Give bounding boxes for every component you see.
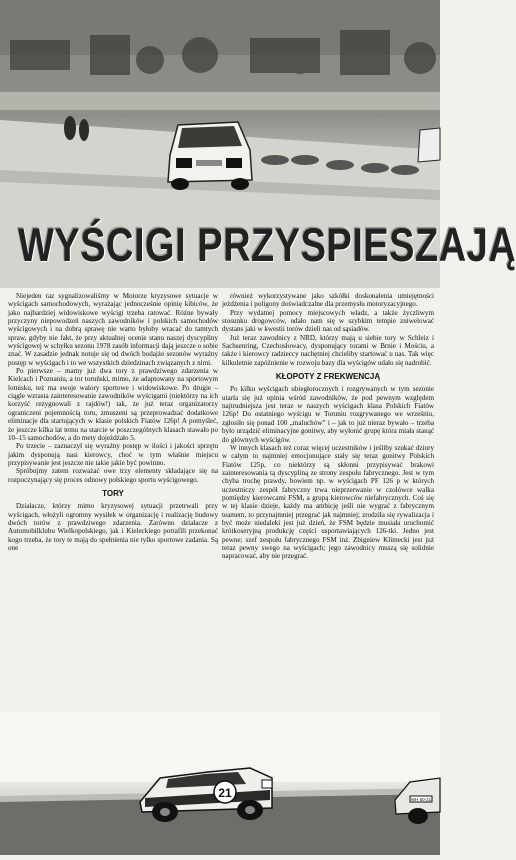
car-number-label: 21 <box>218 786 232 800</box>
article-column-left <box>8 292 218 714</box>
race-car-photo-bottom <box>0 712 440 855</box>
article-column-right <box>222 292 434 712</box>
paragraph: Spróbujmy zatem rozważać owe trzy elementy składające się na rozpoczynający się proces odnowy polskiego sportu wyścigowego. <box>8 467 218 484</box>
race-photo-top <box>0 0 516 288</box>
paragraph: Przy wydatnej pomocy miejscowych władz, a także życzliwym stosunku drogowców, udało nam się w szybkim tempie zniwelować dystans jaki w kwestii torów dzieli nas od sąsiadów. <box>222 308 434 334</box>
paragraph: Po pierwsze – mamy już dwa tory z prawdziwego zdarzenia w Kielcach i Poznaniu, a tor toruński, mimo, że adaptowany na sportowym lotnisku, też ma swoje walory sportowe i widowiskowe. Po drugie – ciągle wzrasta zainteresowanie zawodników wyścigami (niektórzy na ich korzyść rezygnowali z rajdów!) tak, że już teraz organizatorzy ograniczeni pojemnością toru, zmuszeni są przeprowadzać dodatkowe eliminacje dla startujących w klasie polskich Fiatów 126p! A pomyśleć, że jeszcze kilka lat temu na starcie w poszczególnych klasach stawało po 10–15 samochodów, a do mety dojeżdżało 5. <box>8 367 218 442</box>
article-headline: WYŚCIGI PRZYSPIESZAJĄ <box>18 219 516 272</box>
race-photo-bottom <box>0 712 440 855</box>
section-heading-frekwencja: KŁOPOTY Z FREKWENCJĄ <box>275 372 381 382</box>
section-heading-tory: TORY <box>102 488 124 498</box>
paragraph: Po trzecie – zaznaczył się wyraźny postęp w ilości i jakości sprzętu jakim dysponują nasi kierowcy, choć w tym właśnie miejscu przypisywanie jest jeszcze nie takie jakie być powinno. <box>8 442 218 467</box>
paragraph: również wykorzystywane jako szkółki doskonalenia umiejętności jeżdżenia i poligony doświadczalne dla przemysłu motoryzacyjnego. <box>222 292 434 309</box>
paragraph: Już teraz zawodnicy z NRD, którzy mają u siebie tory w Schleiz i Sachsenring, Czechosłowacy, dysponujący torami w Brnie i Mościu, a także i kierowcy radzieccy nachętniej chcieliby startować u nas. Tak więc kilkuletnie zapóźnienie w rozwoju bazy dla wyścigów udało się nadrobić. <box>222 333 434 367</box>
paragraph: Działacze, którzy mimo kryzysowej sytuacji przetrwali przy wyścigach, włożyli ogromny wysiłek w organizację i realizację budowy dwóch torów z prawdziwego zdarzenia. Zarówno działacze z Automobilklubu Wielkopolskiego, jak i Kieleckiego potrafili przekonać kogo trzeba, że tory te mają do spełnienia nie tylko sportowe zadania. Są one <box>8 502 218 552</box>
paragraph: Po kilku wyścigach ubiegłorocznych i rozgrywanych w tym sezonie utarła się już opinia wśród zawodników, że pod pewnym względem najtrudniejsza jest teraz w naszych wyścigach klasa Polskich Fiatów 126p! Do ostatniego wyścigu w Toruniu rozgrywanego we wrześniu, zgłosiło się ponad 100 „maluchów” i – jak to już nieraz bywało – trzeba było urządzić eliminacyjne gonitwy, aby wyłonić grupę która miała stanąć do głównych wyścigów. <box>222 385 434 444</box>
car-plate-label: WH 60-21 <box>410 797 432 802</box>
paragraph: Niejeden raz sygnalizowaliśmy w Motorze kryzysowe sytuacje w wyścigach samochodowych, wyrażając jednocześnie opinię kibiców, że jako najbardziej widowiskowe wyścigi trzeba ratować. Różne bywały przyczyny niepowodzeń naszych zawodników i polskich samochodów wyścigowych i na dobrą sprawę nie warto byłoby wracać do tamtych spraw, gdyby nie fakt, że przy aktualnej ocenie stanu naszej dyscypliny wyścigowej w schyłku sezonu 1978 zasób informacji dają jeszcze o sobie znać. W zasadzie jednak notuje się od dwóch bodajże sezonów wyraźny postęp w wyścigach i to we wszystkich dziedzinach związanych z nimi. <box>8 292 218 367</box>
paragraph: W innych klasach też coraz więcej uczestników i jeśliby szukać dziury w całym to najmniej emocjonujące stały się teraz gonitwy Polskich Fiatów 125p, co niektórzy są skłonni przypisywać brakowi zainteresowania tą dyscypliną ze strony zespołu fabrycznego. Jest w tym chyba trochę prawdy, bowiem np. w wyścigach PF 126 p w których uczestniczy zespół fabryczny trwa nieprzerwanie w czołówce walka pomiędzy kierowcami FSM, a grupą kierowców niefabrycznych. Coś się w tej klasie dzieje, każdy ma ambicję jeśli nie wygrać z fabrycznym teamem, to przynajmniej przegrać jak najmniej; zrodziła się rywalizacja i być może niedaleki jest już dzień, że FSM będzie musiała uruchomić krótkoseryjną produkcję części usportawiających 126-tki. Jedno jest pewne; szef zespołu fabrycznego FSM inż. Zbigniew Klimecki jest już teraz pewny swego na wyścigach; jego zawodnicy muszą się solidnie napracować, aby nie przegrać. <box>222 443 434 561</box>
